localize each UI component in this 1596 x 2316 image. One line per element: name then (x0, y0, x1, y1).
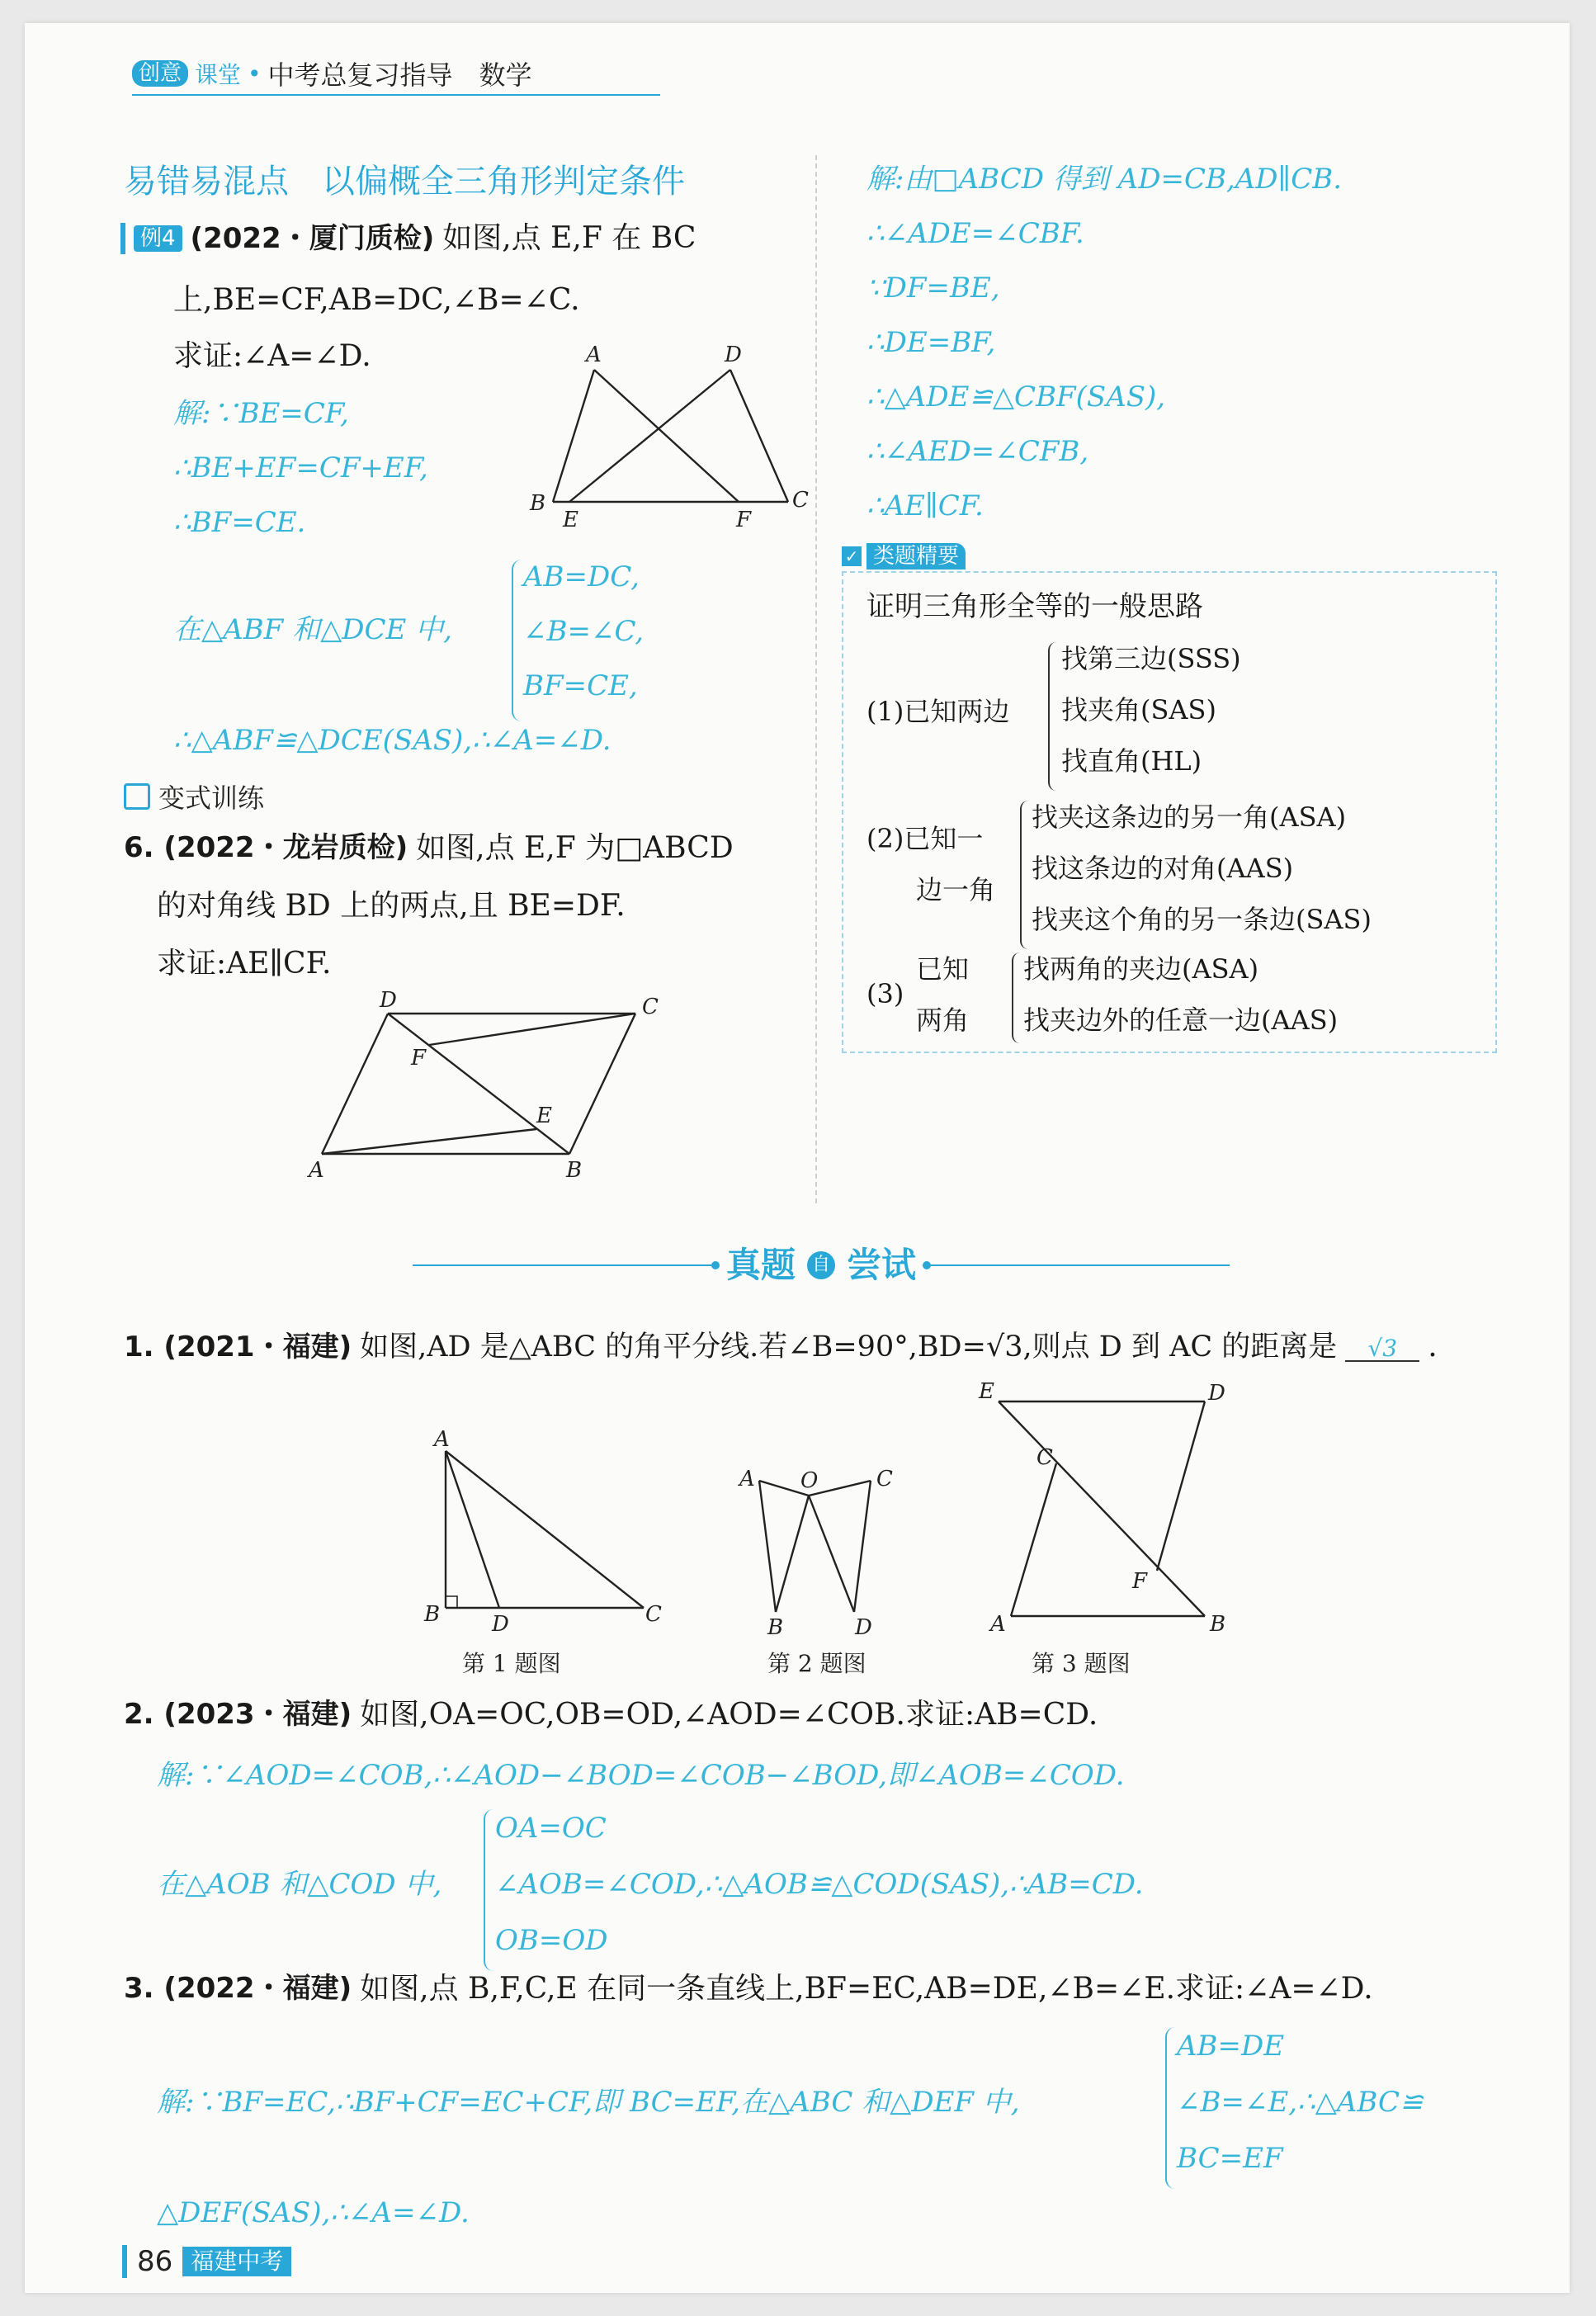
header-subject: 数学 (479, 59, 532, 91)
svg-text:C: C (645, 1602, 662, 1627)
right-sol-3: ∵DF=BE, (866, 272, 1000, 305)
summary-tag: 类题精要 (866, 543, 966, 570)
g1-item-1: 找第三边(SSS) (1061, 643, 1241, 674)
summary-title: 证明三角形全等的一般思路 (866, 590, 1203, 623)
q2-sys-2: ∠AOB=∠COD,∴△AOB≌△COD(SAS),∴AB=CD. (495, 1868, 1144, 1901)
q1-row (124, 1332, 1438, 1362)
svg-text:E: E (563, 508, 578, 532)
right-sol-5: ∴△ADE≌△CBF(SAS), (866, 380, 1166, 414)
variant-q-row (124, 831, 734, 865)
q1-source: 1. (2021・福建) (124, 1331, 352, 1364)
q3-row (124, 1974, 1373, 2004)
right-sol-4: ∴DE=BF, (866, 326, 996, 359)
q3-sol1: 解:∵BF=EC,∴BF+CF=EC+CF,即 BC=EF,在△ABC 和△DEF 中, (157, 2086, 1020, 2119)
g3-label-a: (3) (866, 978, 904, 1009)
svg-text:C: C (642, 995, 659, 1019)
g2-item-1: 找夹这条边的另一角(ASA) (1032, 801, 1347, 833)
header-rule (132, 94, 660, 96)
svg-text:A: A (990, 1612, 1006, 1637)
variant-line2: 的对角线 BD 上的两点,且 BE=DF. (157, 889, 626, 923)
svg-text:C: C (876, 1467, 893, 1491)
svg-text:C: C (792, 488, 809, 513)
page (25, 23, 1570, 2293)
right-sol-2: ∴∠ADE=∠CBF. (866, 217, 1084, 250)
sys-line-2: ∠B=∠C, (523, 615, 645, 648)
svg-text:A: A (309, 1158, 324, 1183)
section-title-error-prone: 易错易混点 以偏概全三角形判定条件 (124, 163, 685, 201)
example-sol5: ∴△ABF≌△DCE(SAS),∴∠A=∠D. (173, 724, 611, 757)
q3-brace (1165, 2027, 1175, 2189)
q2-sys-1: OA=OC (495, 1812, 607, 1845)
q2-source: 2. (2023・福建) (124, 1698, 352, 1731)
svg-text:D: D (1208, 1381, 1225, 1406)
figure-q2 (726, 1443, 924, 1641)
svg-text:D: D (492, 1612, 509, 1637)
g2-label-a: (2)已知一 (866, 823, 984, 854)
q3-sys-3: BC=EF (1177, 2142, 1283, 2175)
figure-caption-3: 第 3 题图 (1032, 1650, 1131, 1677)
variant-line1: 如图,点 E,F 为□ABCD (416, 831, 734, 865)
figure-q1 (404, 1418, 685, 1641)
q2-row (124, 1700, 1098, 1730)
header: 创意 课堂 • 中考总复习指导 数学 (132, 54, 532, 92)
footer-tag: 福建中考 (182, 2247, 291, 2276)
svg-text:C: C (1036, 1445, 1053, 1470)
g3-item-2: 找夹边外的任意一边(AAS) (1023, 1004, 1339, 1036)
header-badge-2: 课堂 (195, 61, 242, 88)
svg-text:A: A (586, 343, 602, 367)
g3-brace (1012, 952, 1020, 1043)
right-sol-7: ∴AE∥CF. (866, 489, 984, 522)
svg-text:F: F (736, 508, 752, 532)
g2-item-2: 找这条边的对角(AAS) (1032, 853, 1294, 884)
column-divider (815, 155, 817, 1203)
g1-item-3: 找直角(HL) (1061, 745, 1202, 777)
q2-text: 如图,OA=OC,OB=OD,∠AOD=∠COB.求证:AB=CD. (360, 1698, 1098, 1732)
system-brace (512, 560, 522, 721)
section2-title-a: 真题 (725, 1245, 796, 1285)
variant-source: 6. (2022・龙岩质检) (124, 831, 408, 864)
page-number: 86 (137, 2245, 173, 2278)
svg-text:B: B (424, 1602, 441, 1627)
example4-heading (120, 223, 696, 254)
g3-label-b: 已知 (916, 953, 970, 985)
svg-text:E: E (536, 1104, 552, 1128)
example-sol3: ∴BF=CE. (173, 506, 306, 539)
g2-item-3: 找夹这个角的另一条边(SAS) (1032, 904, 1372, 935)
header-title: 中考总复习指导 (267, 59, 453, 91)
svg-text:B: B (1210, 1612, 1226, 1637)
footer (122, 2245, 291, 2278)
svg-text:B: B (566, 1158, 583, 1183)
svg-text:B: B (767, 1615, 784, 1640)
q2-brace (484, 1809, 493, 1971)
right-sol-6: ∴∠AED=∠CFB, (866, 435, 1089, 468)
variant-title: 变式训练 (158, 782, 265, 814)
figure-caption-1: 第 1 题图 (462, 1650, 561, 1677)
right-sol-1: 解:由□ABCD 得到 AD=CB,AD∥CB. (866, 163, 1343, 196)
variant-heading (124, 778, 264, 815)
g1-item-2: 找夹角(SAS) (1061, 694, 1216, 726)
svg-text:O: O (800, 1468, 819, 1493)
g3-item-1: 找两角的夹边(ASA) (1023, 953, 1259, 985)
section2-title-mid: 自 (807, 1251, 835, 1279)
example-sol2: ∴BE+EF=CF+EF, (173, 451, 428, 484)
summary-tag-row (842, 543, 966, 570)
example-line2: 上,BE=CF,AB=DC,∠B=∠C. (173, 283, 580, 317)
section2-banner (413, 1245, 1230, 1286)
q3-text: 如图,点 B,F,C,E 在同一条直线上,BF=EC,AB=DE,∠B=∠E.求证:∠A=∠D. (360, 1972, 1373, 2006)
svg-text:D: D (380, 988, 397, 1013)
svg-text:F: F (1132, 1569, 1148, 1594)
example-sol4-prefix: 在△ABF 和△DCE 中, (173, 613, 452, 646)
q1-answer: √3 (1345, 1337, 1419, 1362)
svg-text:A: A (434, 1427, 450, 1452)
q1-text: 如图,AD 是△ABC 的角平分线.若∠B=90°,BD=√3,则点 D 到 AC 的距离是 (360, 1331, 1338, 1364)
check-icon: ✓ (842, 546, 862, 566)
sys-line-3: BF=CE, (523, 669, 638, 702)
svg-text:B: B (530, 491, 546, 516)
svg-text:A: A (739, 1467, 755, 1491)
example-sol1: 解:∵BE=CF, (173, 397, 349, 430)
figure-caption-2: 第 2 题图 (767, 1650, 866, 1677)
example-label: 例4 (134, 225, 182, 252)
svg-text:D: D (725, 343, 742, 367)
q2-sol1: 解:∵∠AOD=∠COB,∴∠AOD−∠BOD=∠COB−∠BOD,即∠AOB=∠COD. (157, 1759, 1125, 1792)
figure-example4 (520, 328, 809, 535)
svg-text:F: F (411, 1046, 427, 1071)
variant-line3: 求证:AE∥CF. (157, 947, 332, 981)
figure-parallelogram (289, 989, 668, 1187)
q3-sol2: △DEF(SAS),∴∠A=∠D. (157, 2196, 470, 2229)
section2-title-b: 尝试 (847, 1245, 917, 1285)
q1-end: . (1428, 1330, 1438, 1364)
q2-sol2-prefix: 在△AOB 和△COD 中, (157, 1868, 442, 1901)
example-line1: 如图,点 E,F 在 BC (442, 221, 696, 255)
example-line3: 求证:∠A=∠D. (173, 339, 371, 373)
g1-label: (1)已知两边 (866, 696, 1010, 727)
g2-brace (1020, 801, 1028, 949)
g3-label-c: 两角 (916, 1004, 970, 1036)
example-source: (2022・厦门质检) (190, 222, 435, 255)
svg-text:E: E (979, 1379, 994, 1404)
q2-sys-3: OB=OD (495, 1924, 608, 1957)
q3-sys-2: ∠B=∠E,∴△ABC≌ (1177, 2086, 1424, 2119)
figure-q3 (966, 1368, 1246, 1641)
q3-sys-1: AB=DE (1177, 2030, 1285, 2063)
g1-brace (1048, 642, 1056, 791)
g2-label-b: 边一角 (916, 874, 996, 905)
pencil-icon (124, 783, 150, 810)
q3-source: 3. (2022・福建) (124, 1972, 352, 2005)
header-badge-1: 创意 (132, 60, 188, 87)
svg-text:D: D (855, 1615, 872, 1640)
sys-line-1: AB=DC, (523, 560, 640, 593)
